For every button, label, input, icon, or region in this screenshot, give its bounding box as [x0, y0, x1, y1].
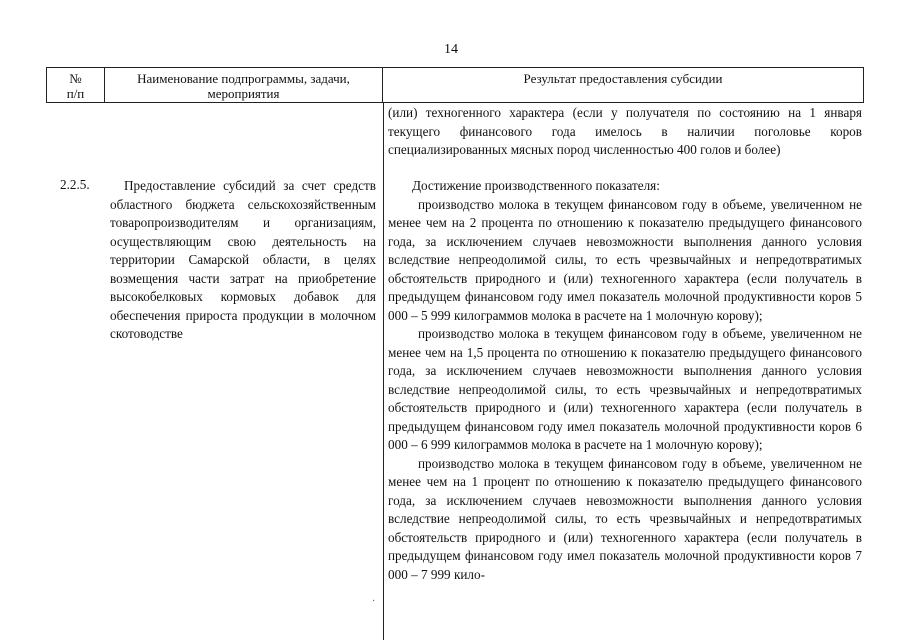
row-result — [388, 177, 862, 584]
scan-dot-mark: · — [372, 596, 376, 607]
header-number-line2: п/п — [66, 86, 85, 101]
header-result-cell: Результат предоставления субсидии — [523, 71, 723, 86]
column-divider — [383, 103, 384, 640]
result-item-2: производство молока в текущем финансовом году в объеме, увеличенном не менее чем на 1,5 процента по отношению к показателю предыдущего финансового года, за исключением случаев невозможности выполнения данного условия вследствие непреодолимой силы, то есть чрезвычайных и непредотвратимых обстоятельств природного и (или) техногенного характера (если получатель в предыдущем финансовом году имел показатель молочной продуктивности коров 6 000 – 6 999 килограммов молока в расчете на 1 молочную корову); — [388, 326, 862, 452]
continuation-text: (или) техногенного характера (если у получателя по состоянию на 1 января текущего финансового года имелось в наличии поголовье коров специализированных мясных пород численностью 400 голов и более) — [388, 105, 862, 157]
table-header — [46, 67, 864, 103]
row-name — [110, 177, 376, 344]
header-number-cell — [47, 68, 105, 102]
header-number-line1: № — [69, 71, 82, 86]
page-number: 14 — [444, 42, 458, 57]
header-name-cell: Наименование подпрограммы, задачи, мероприятия — [105, 68, 383, 102]
result-intro: Достижение производственного показателя: — [412, 178, 660, 193]
row-name-text: Предоставление субсидий за счет средств областного бюджета сельскохозяйственным товаропроизводителям и организациям, осуществляющим свою деятельность на территории Самарской области, в целях возмещения части затрат на приобретение высокобелковых кормовых добавок для обеспечения прироста продукции в молочном скотоводстве — [110, 178, 376, 341]
row-number: 2.2.5. — [60, 177, 90, 192]
result-item-1: производство молока в текущем финансовом году в объеме, увеличенном не менее чем на 2 процента по отношению к показателю предыдущего финансового года, за исключением случаев невозможности выполнения данного условия вследствие непреодолимой силы, то есть чрезвычайных и непредотвратимых обстоятельств природного и (или) техногенного характера (если получатель в предыдущем финансовом году имел показатель молочной продуктивности коров 5 000 – 5 999 килограммов молока в расчете на 1 молочную корову); — [388, 196, 862, 323]
result-item-3: производство молока в текущем финансовом году в объеме, увеличенном не менее чем на 1 процент по отношению к показателю предыдущего финансового года, за исключением случаев невозможности выполнения данного условия вследствие непреодолимой силы, то есть чрезвычайных и непредотвратимых обстоятельств природного и (или) техногенного характера (если получатель в предыдущем финансовом году имел показатель молочной продуктивности коров 7 000 – 7 999 кило- — [388, 455, 862, 582]
